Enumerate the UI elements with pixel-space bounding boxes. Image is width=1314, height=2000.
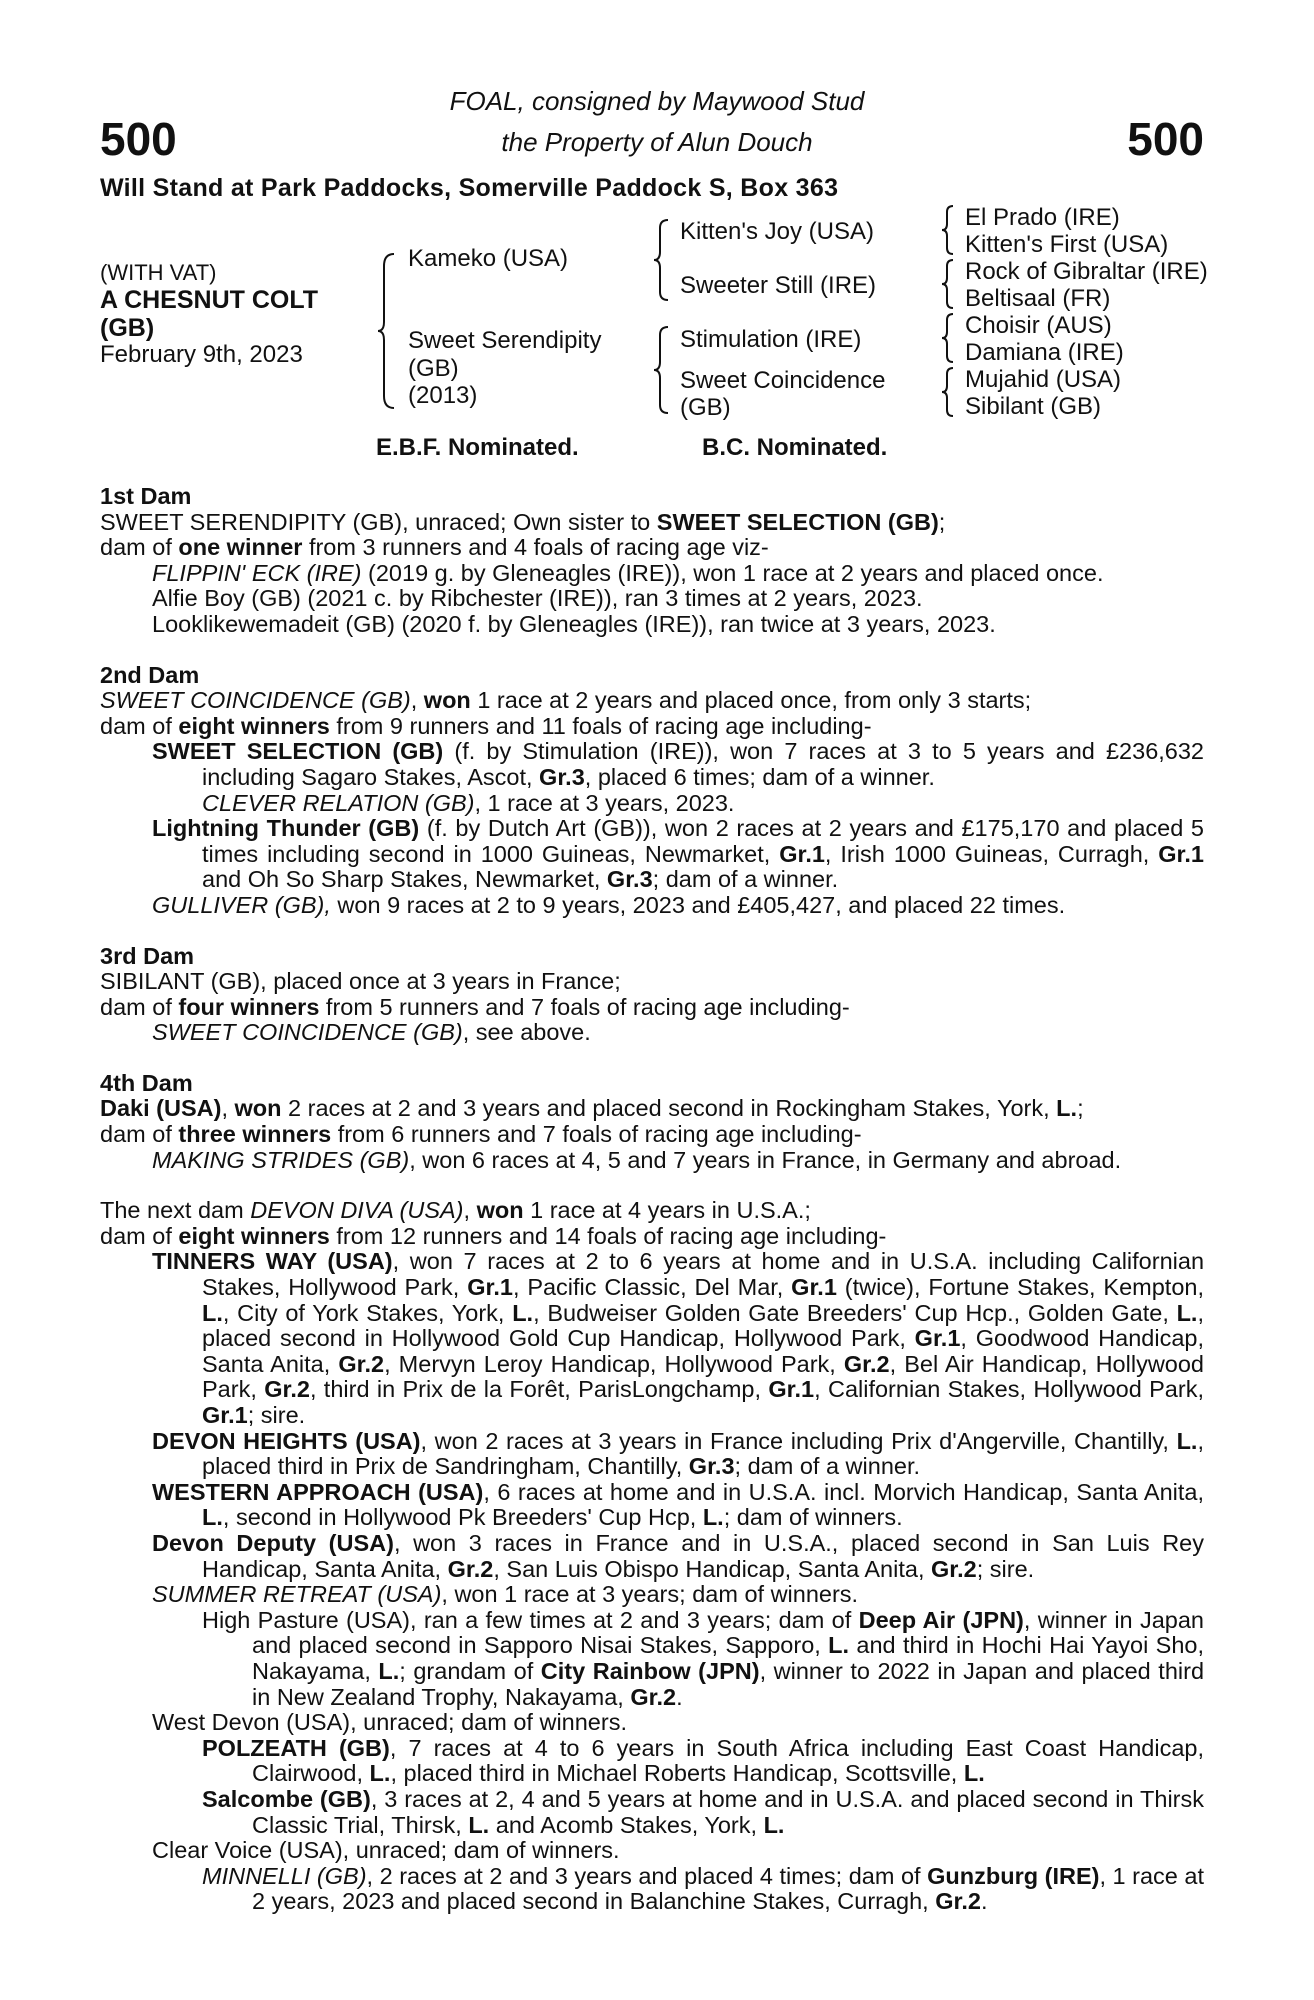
italic-text: MAKING STRIDES (GB)	[152, 1146, 410, 1173]
catalogue-body	[100, 484, 1204, 1940]
gen3-dd-sire: Mujahid (USA)	[965, 366, 1122, 393]
bold-text: Gr.2	[338, 1350, 385, 1377]
pedigree-brace-ds	[940, 312, 956, 364]
bold-text: Gr.1	[791, 1274, 837, 1301]
third-dam-heading: 3rd Dam	[100, 942, 195, 969]
text-run: , won 2 races at 3 years in France including Prix d'Angerville, Chantilly,	[420, 1427, 1177, 1454]
vat-note: (WITH VAT)	[100, 260, 217, 285]
produce-entry	[100, 1020, 1204, 1046]
text-run: ; dam of a winner.	[734, 1453, 921, 1480]
text-run: , 3 races at 2, 4 and 5 years at home and in U.S.A. and placed second in Thirsk Classic Trial, Thirsk,	[252, 1785, 1204, 1838]
bold-text: Gr.3	[539, 763, 585, 790]
next-dam-produce	[100, 1249, 1204, 1914]
bold-text: Lightning Thunder (GB)	[152, 815, 420, 842]
text-run: dam of	[100, 712, 179, 739]
text-run: , Goodwood Handicap, Santa Anita,	[202, 1325, 1204, 1377]
produce-entry	[100, 893, 1204, 919]
second-dam-section	[100, 663, 1204, 919]
produce-entry	[100, 1429, 1204, 1480]
text-run: 1 race at 2 years and placed once, from only 3 starts;	[470, 687, 1032, 714]
bold-text: L.	[763, 1811, 785, 1838]
gen3-sd-dam: Beltisaal (FR)	[965, 285, 1111, 312]
bold-text: Gr.2	[447, 1555, 494, 1582]
text-run: 1 race at 4 years in U.S.A.;	[523, 1197, 811, 1224]
text-run: and Acomb Stakes, York,	[489, 1811, 764, 1838]
text-run: , placed third in Michael Roberts Handicap, Scottsville,	[390, 1760, 964, 1787]
bold-text: L.	[468, 1811, 490, 1838]
text-run: and third in Hochi Hai Yayoi Sho, Nakayama,	[252, 1632, 1205, 1684]
gen3-ds-sire: Choisir (AUS)	[965, 312, 1112, 339]
second-dam-heading: 2nd Dam	[100, 661, 200, 688]
stand-location: Will Stand at Park Paddocks, Somerville Paddock S, Box 363	[100, 174, 839, 202]
pedigree-brace-ss	[940, 204, 956, 256]
text-run: dam of	[100, 1121, 179, 1148]
next-dam-section	[100, 1198, 1204, 1915]
bold-text: SWEET SELECTION (GB)	[152, 738, 444, 765]
bold-text: Gr.1	[768, 1376, 815, 1403]
bold-text: L.	[1176, 1427, 1198, 1454]
first-dam-produce-summary	[100, 535, 1204, 561]
text-run: , won 7 races at 2 to 6 years at home and in U.S.A. including Californian Stakes, Hollywood Park,	[202, 1248, 1205, 1301]
produce-entry	[100, 1531, 1204, 1582]
text-run: , 2 races at 2 and 3 years and placed 4 times; dam of	[366, 1862, 928, 1889]
text-run: from 9 runners and 11 foals of racing age including-	[329, 712, 872, 739]
text-run: (2019 g. by Gleneagles (IRE)), won 1 race at 2 years and placed once.	[361, 559, 1104, 586]
text-run: from 5 runners and 7 foals of racing age including-	[319, 993, 850, 1020]
text-run: , Irish 1000 Guineas, Curragh,	[824, 840, 1159, 867]
produce-entry	[100, 561, 1204, 587]
text-run: ; dam of winners.	[723, 1504, 903, 1531]
bold-text: Gr.1	[1158, 840, 1204, 867]
text-run: High Pasture (USA), ran a few times at 2 and 3 years; dam of	[202, 1606, 859, 1633]
text-run: ;	[938, 508, 946, 535]
text-run: , Californian Stakes, Hollywood Park,	[814, 1376, 1204, 1403]
bold-text: Daki (USA)	[100, 1095, 222, 1122]
sire-name: Kameko (USA)	[408, 245, 569, 272]
text-run: , Budweiser Golden Gate Breeders' Cup Hcp., Golden Gate,	[533, 1299, 1177, 1326]
text-run: , won 3 races in France and in U.S.A., placed second in San Luis Rey Handicap, Santa Anita,	[202, 1529, 1204, 1582]
text-run: from 12 runners and 14 foals of racing age including-	[329, 1222, 887, 1249]
pedigree-brace-dam	[652, 325, 672, 415]
produce-entry	[100, 1864, 1204, 1915]
bold-text: Gr.2	[931, 1555, 977, 1582]
fourth-dam-produce-summary	[100, 1122, 1204, 1148]
sire-dam-name: Sweeter Still (IRE)	[680, 272, 877, 299]
fourth-dam-section	[100, 1071, 1204, 1173]
text-run: 2 races at 2 and 3 years and placed second in Rockingham Stakes, York,	[281, 1095, 1057, 1122]
bold-text: L.	[369, 1760, 391, 1787]
text-run: , placed second in Hollywood Gold Cup Handicap, Hollywood Park,	[202, 1299, 1204, 1352]
bold-text: Gunzburg (IRE)	[927, 1862, 1100, 1889]
text-run: (f. by Stimulation (IRE)), won 7 races at 3 to 5 years and £236,632 including Sagaro Stakes, Ascot,	[202, 738, 1205, 790]
dam-dam-country: (GB)	[680, 394, 731, 421]
produce-entry	[100, 1710, 1204, 1736]
dam-sire-name: Stimulation (IRE)	[680, 326, 862, 353]
first-dam-heading: 1st Dam	[100, 483, 192, 509]
produce-entry	[100, 1148, 1204, 1174]
property-line: the Property of Alun Douch	[501, 127, 813, 157]
bold-text: Gr.3	[688, 1453, 735, 1480]
text-run: , placed 6 times; dam of a winner.	[584, 763, 935, 790]
text-run: West Devon (USA), unraced; dam of winners.	[152, 1709, 627, 1736]
bold-text: one winner	[178, 534, 303, 561]
text-run: , won 6 races at 4, 5 and 7 years in France, in Germany and abroad.	[409, 1146, 1122, 1173]
gen3-ss-dam: Kitten's First (USA)	[965, 231, 1169, 258]
bold-text: Gr.1	[914, 1325, 961, 1352]
text-run: SWEET SERENDIPITY (GB), unraced; Own sister to	[100, 508, 657, 535]
bold-text: POLZEATH (GB)	[202, 1734, 390, 1761]
text-run: ; dam of a winner.	[652, 866, 839, 893]
fourth-dam-produce	[100, 1148, 1204, 1174]
third-dam-produce	[100, 1020, 1204, 1046]
italic-text: SUMMER RETREAT (USA)	[152, 1581, 442, 1608]
produce-entry	[100, 739, 1204, 790]
bold-text: L.	[202, 1504, 223, 1531]
dam-name: Sweet Serendipity	[408, 327, 602, 354]
third-dam-produce-summary	[100, 995, 1204, 1021]
produce-entry	[100, 1736, 1204, 1787]
foaling-date: February 9th, 2023	[100, 341, 303, 368]
bold-text: Devon Deputy (USA)	[152, 1529, 394, 1556]
text-run: , see above.	[462, 1019, 591, 1046]
bold-text: Deep Air (JPN)	[858, 1606, 1024, 1633]
horse-name: A CHESNUT COLT	[100, 286, 319, 314]
produce-entry	[100, 1480, 1204, 1531]
bold-text: L.	[378, 1657, 400, 1684]
text-run: , winner to 2022 in Japan and placed third in New Zealand Trophy, Nakayama,	[252, 1657, 1205, 1710]
text-run: , Bel Air Handicap, Hollywood Park,	[202, 1350, 1204, 1403]
fourth-dam-heading: 4th Dam	[100, 1069, 193, 1096]
first-dam-section	[100, 484, 1204, 638]
second-dam-description	[100, 688, 1204, 714]
first-dam-description	[100, 510, 1204, 536]
produce-entry	[100, 1608, 1204, 1710]
text-run: and Oh So Sharp Stakes, Newmarket,	[202, 866, 607, 893]
text-run: (twice), Fortune Stakes, Kempton,	[836, 1274, 1204, 1301]
ebf-nomination: E.B.F. Nominated.	[376, 434, 579, 461]
second-dam-produce	[100, 739, 1204, 918]
text-run: won 9 races at 2 to 9 years, 2023 and £405,427, and placed 22 times.	[330, 891, 1066, 918]
italic-text: SWEET COINCIDENCE (GB)	[152, 1019, 463, 1046]
text-run: SIBILANT (GB), placed once at 3 years in France;	[100, 968, 621, 995]
bold-text: Gr.1	[467, 1274, 513, 1301]
text-run: , 7 races at 4 to 6 years in South Africa including East Coast Handicap, Clairwood,	[252, 1734, 1204, 1787]
bold-text: L.	[828, 1632, 850, 1659]
bold-text: won	[476, 1197, 524, 1224]
text-run: ,	[410, 687, 424, 714]
bold-text: Gr.1	[779, 840, 825, 867]
dam-dam-name: Sweet Coincidence	[680, 367, 886, 394]
pedigree-brace-sd	[940, 258, 956, 310]
bc-nomination: B.C. Nominated.	[702, 434, 888, 461]
lot-number-right: 500	[1127, 113, 1204, 165]
next-dam-produce-summary	[100, 1224, 1204, 1250]
bold-text: L.	[202, 1299, 223, 1326]
produce-entry	[100, 586, 1204, 612]
italic-text: CLEVER RELATION (GB)	[202, 789, 475, 816]
text-run: from 3 runners and 4 foals of racing age viz-	[302, 534, 769, 561]
second-dam-produce-summary	[100, 714, 1204, 740]
text-run: from 6 runners and 7 foals of racing age including-	[331, 1121, 862, 1148]
bold-text: WESTERN APPROACH (USA)	[152, 1478, 484, 1505]
bold-text: Gr.2	[630, 1683, 677, 1710]
text-run: , San Luis Obispo Handicap, Santa Anita,	[493, 1555, 932, 1582]
gen3-ss-sire: El Prado (IRE)	[965, 204, 1120, 231]
text-run: Looklikewemadeit (GB) (2020 f. by Gleneagles (IRE)), ran twice at 3 years, 2023.	[152, 610, 996, 637]
fourth-dam-description	[100, 1096, 1204, 1122]
text-run: ; grandam of	[399, 1657, 541, 1684]
bold-text: Gr.1	[202, 1402, 248, 1428]
bold-text: eight winners	[178, 712, 330, 739]
text-run: dam of	[100, 993, 179, 1020]
text-run: The next dam	[100, 1197, 251, 1224]
text-run: , second in Hollywood Pk Breeders' Cup Hcp,	[222, 1504, 703, 1531]
text-run: ; sire.	[976, 1555, 1035, 1582]
text-run: ; sire.	[247, 1402, 306, 1428]
bold-text: eight winners	[178, 1222, 330, 1249]
produce-entry	[100, 816, 1204, 893]
dam-year: (2013)	[408, 382, 478, 409]
text-run: ,	[463, 1197, 477, 1224]
text-run: , 1 race at 2 years, 2023 and placed second in Balanchine Stakes, Curragh,	[252, 1862, 1205, 1915]
italic-text: MINNELLI (GB)	[202, 1862, 367, 1889]
text-run: ;	[1077, 1095, 1084, 1122]
text-run: , 1 race at 3 years, 2023.	[474, 789, 735, 816]
text-run: (f. by Dutch Art (GB)), won 2 races at 2 years and £175,170 and placed 5 times including second in 1000 Guineas, Newmarket,	[202, 815, 1204, 867]
bold-text: Gr.2	[935, 1888, 981, 1915]
bold-text: Salcombe (GB)	[202, 1785, 371, 1812]
text-run: Alfie Boy (GB) (2021 c. by Ribchester (IRE)), ran 3 times at 2 years, 2023.	[152, 585, 923, 612]
text-run: , Mervyn Leroy Handicap, Hollywood Park,	[384, 1350, 844, 1377]
bold-text: City Rainbow (JPN)	[540, 1657, 760, 1684]
bold-text: L.	[963, 1760, 985, 1787]
bold-text: TINNERS WAY (USA)	[152, 1248, 393, 1275]
gen3-ds-dam: Damiana (IRE)	[965, 339, 1124, 366]
text-run: , Pacific Classic, Del Mar,	[512, 1274, 792, 1301]
text-run: , third in Prix de la Forêt, ParisLongchamp,	[309, 1376, 769, 1403]
bold-text: won	[423, 687, 471, 714]
produce-entry	[100, 612, 1204, 638]
text-run: , winner in Japan and placed second in Sapporo Nisai Stakes, Sapporo,	[252, 1606, 1204, 1659]
first-dam-produce	[100, 561, 1204, 638]
italic-text: GULLIVER (GB),	[152, 891, 331, 918]
bold-text: SWEET SELECTION (GB)	[656, 508, 939, 535]
next-dam-description	[100, 1198, 1204, 1224]
lot-number-left: 500	[100, 113, 177, 165]
bold-text: four winners	[178, 993, 320, 1020]
text-run: dam of	[100, 534, 179, 561]
bold-text: L.	[512, 1299, 534, 1326]
text-run: , won 1 race at 3 years; dam of winners.	[441, 1581, 859, 1608]
text-run: .	[980, 1888, 988, 1915]
text-run: .	[676, 1683, 683, 1710]
pedigree-brace-sire	[652, 218, 672, 302]
text-run: , City of York Stakes, York,	[222, 1299, 513, 1326]
produce-entry	[100, 1582, 1204, 1608]
produce-entry	[100, 1249, 1204, 1428]
bold-text: L.	[1176, 1299, 1198, 1326]
bold-text: Gr.2	[843, 1350, 890, 1377]
produce-entry	[100, 1838, 1204, 1864]
bold-text: won	[234, 1095, 282, 1122]
dam-country: (GB)	[408, 355, 459, 382]
bold-text: L.	[702, 1504, 724, 1531]
text-run: , 6 races at home and in U.S.A. incl. Morvich Handicap, Santa Anita,	[483, 1478, 1205, 1505]
third-dam-description	[100, 969, 1204, 995]
horse-country: (GB)	[100, 314, 155, 342]
text-run: ,	[221, 1095, 235, 1122]
gen3-sd-sire: Rock of Gibraltar (IRE)	[965, 258, 1208, 285]
produce-entry	[100, 1787, 1204, 1838]
text-run: dam of	[100, 1222, 179, 1249]
pedigree-brace-dd	[940, 366, 956, 418]
consignor-line: FOAL, consigned by Maywood Stud	[449, 86, 865, 116]
italic-text: SWEET COINCIDENCE (GB)	[100, 687, 411, 714]
text-run: Clear Voice (USA), unraced; dam of winners.	[152, 1837, 620, 1864]
produce-entry	[100, 791, 1204, 817]
bold-text: L.	[1056, 1095, 1078, 1122]
bold-text: Gr.2	[264, 1376, 310, 1403]
pedigree-brace-gen1	[376, 252, 398, 410]
italic-text: DEVON DIVA (USA)	[250, 1197, 464, 1224]
bold-text: Gr.3	[606, 866, 653, 893]
gen3-dd-dam: Sibilant (GB)	[965, 393, 1102, 420]
bold-text: DEVON HEIGHTS (USA)	[152, 1427, 421, 1454]
sire-sire-name: Kitten's Joy (USA)	[680, 218, 874, 245]
italic-text: FLIPPIN' ECK (IRE)	[152, 559, 362, 586]
third-dam-section	[100, 944, 1204, 1046]
text-run: , placed third in Prix de Sandringham, Chantilly,	[202, 1427, 1204, 1480]
bold-text: three winners	[178, 1121, 332, 1148]
